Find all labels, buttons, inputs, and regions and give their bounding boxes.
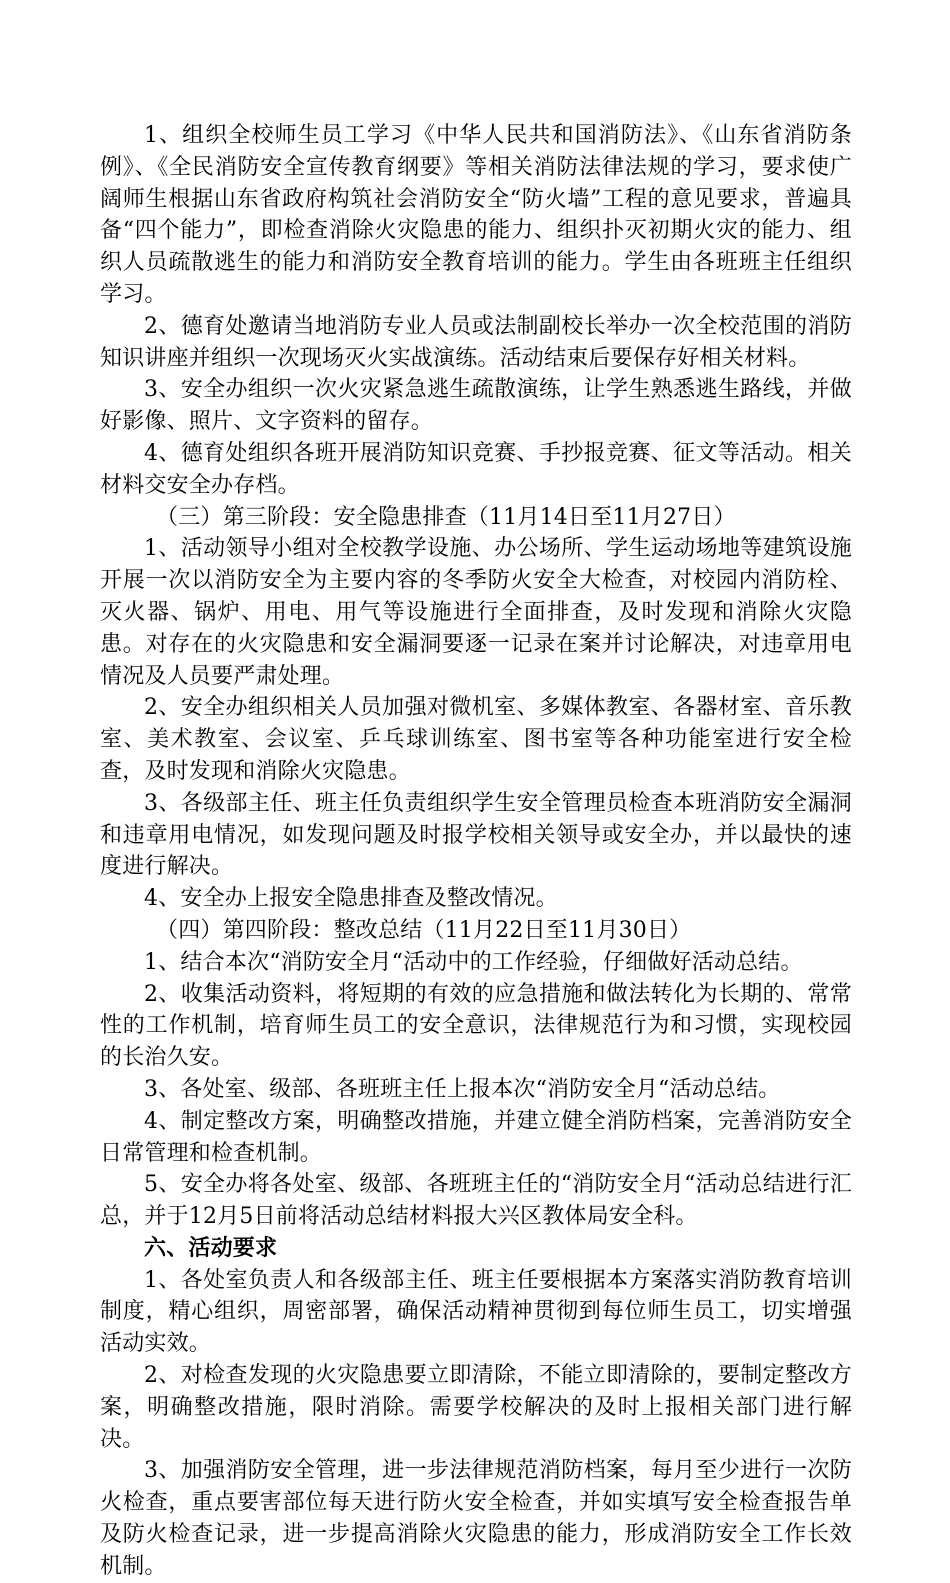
document-body bbox=[100, 120, 852, 1583]
paragraph-rectification-plan: 4、制定整改方案，明确整改措施，并建立健全消防档案，完善消防安全日常管理和检查机制。 bbox=[100, 1108, 852, 1166]
paragraph-fire-lecture: 2、德育处邀请当地消防专业人员或法制副校长举办一次全校范围的消防知识讲座并组织一次现场灭火实战演练。活动结束后要保存好相关材料。 bbox=[100, 313, 852, 371]
paragraph-requirement-1: 1、各处室负责人和各级部主任、班主任要根据本方案落实消防教育培训制度，精心组织，周密部署，确保活动精神贯彻到每位师生员工，切实增强活动实效。 bbox=[100, 1267, 852, 1357]
paragraph-class-check: 3、各级部主任、班主任负责组织学生安全管理员检查本班消防安全漏洞和违章用电情况，如发现问题及时报学校相关领导或安全办，并以最快的速度进行解决。 bbox=[100, 790, 852, 880]
paragraph-report-hazards: 4、安全办上报安全隐患排查及整改情况。 bbox=[144, 886, 558, 912]
paragraph-evacuation-drill: 3、安全办组织一次火灾紧急逃生疏散演练，让学生熟悉逃生路线，并做好影像、照片、文字资料的留存。 bbox=[100, 377, 852, 435]
paragraph-study-regulations: 1、组织全校师生员工学习《中华人民共和国消防法》、《山东省消防条例》、《全民消防安全宣传教育纲要》等相关消防法律法规的学习，要求使广阔师生根据山东省政府构筑社会消防安全“防火墙”工程的意见要求，普遍具备“四个能力”，即检查消除火灾隐患的能力、组织扑灭初期火灾的能力、组织人员疏散逃生的能力和消防安全教育培训的能力。学生由各班班主任组织学习。 bbox=[100, 123, 852, 307]
paragraph-collect-materials: 2、收集活动资料，将短期的有效的应急措施和做法转化为长期的、常常性的工作机制，培育师生员工的安全意识，法律规范行为和习惯，实现校园的长治久安。 bbox=[100, 981, 852, 1071]
paragraph-requirement-2: 2、对检查发现的火灾隐患要立即清除，不能立即清除的，要制定整改方案，明确整改措施，限时消除。需要学校解决的及时上报相关部门进行解决。 bbox=[100, 1363, 852, 1452]
paragraph-summary: 1、结合本次“消防安全月“活动中的工作经验，仔细做好活动总结。 bbox=[144, 949, 803, 975]
paragraph-requirement-3: 3、加强消防安全管理，进一步法律规范消防档案，每月至少进行一次防火检查，重点要害部位每天进行防火安全检查，并如实填写安全检查报告单及防火检查记录，进一步提高消除火灾隐患的能力，形成消防安全工作长效机制。 bbox=[100, 1458, 852, 1579]
section-heading-requirements: 六、活动要求 bbox=[144, 1234, 278, 1261]
paragraph-aggregate-report: 5、安全办将各处室、级部、各班班主任的“消防安全月“活动总结进行汇总，并于12月5日前将活动总结材料报大兴区教体局安全科。 bbox=[100, 1172, 852, 1230]
paragraph-competitions: 4、德育处组织各班开展消防知识竞赛、手抄报竞赛、征文等活动。相关材料交安全办存档。 bbox=[100, 440, 852, 498]
paragraph-function-rooms-check: 2、安全办组织相关人员加强对微机室、多媒体教室、各器材室、音乐教室、美术教室、会议室、乒乓球训练室、图书室等各种功能室进行安全检查，及时发现和消除火灾隐患。 bbox=[100, 695, 852, 784]
paragraph-winter-inspection: 1、活动领导小组对全校教学设施、办公场所、学生运动场地等建筑设施开展一次以消防安全为主要内容的冬季防火安全大检查，对校园内消防栓、灭火器、锅炉、用电、用气等设施进行全面排查，及时发现和消除火灾隐患。对存在的火灾隐患和安全漏洞要逐一记录在案并讨论解决，对违章用电情况及人员要严肃处理。 bbox=[100, 536, 852, 689]
paragraph-report-summary: 3、各处室、级部、各班班主任上报本次“消防安全月“活动总结。 bbox=[144, 1076, 781, 1102]
stage-four-heading: （四）第四阶段：整改总结（11月22日至11月30日） bbox=[156, 917, 692, 943]
stage-three-heading: （三）第三阶段：安全隐患排查（11月14日至11月27日） bbox=[156, 504, 736, 530]
